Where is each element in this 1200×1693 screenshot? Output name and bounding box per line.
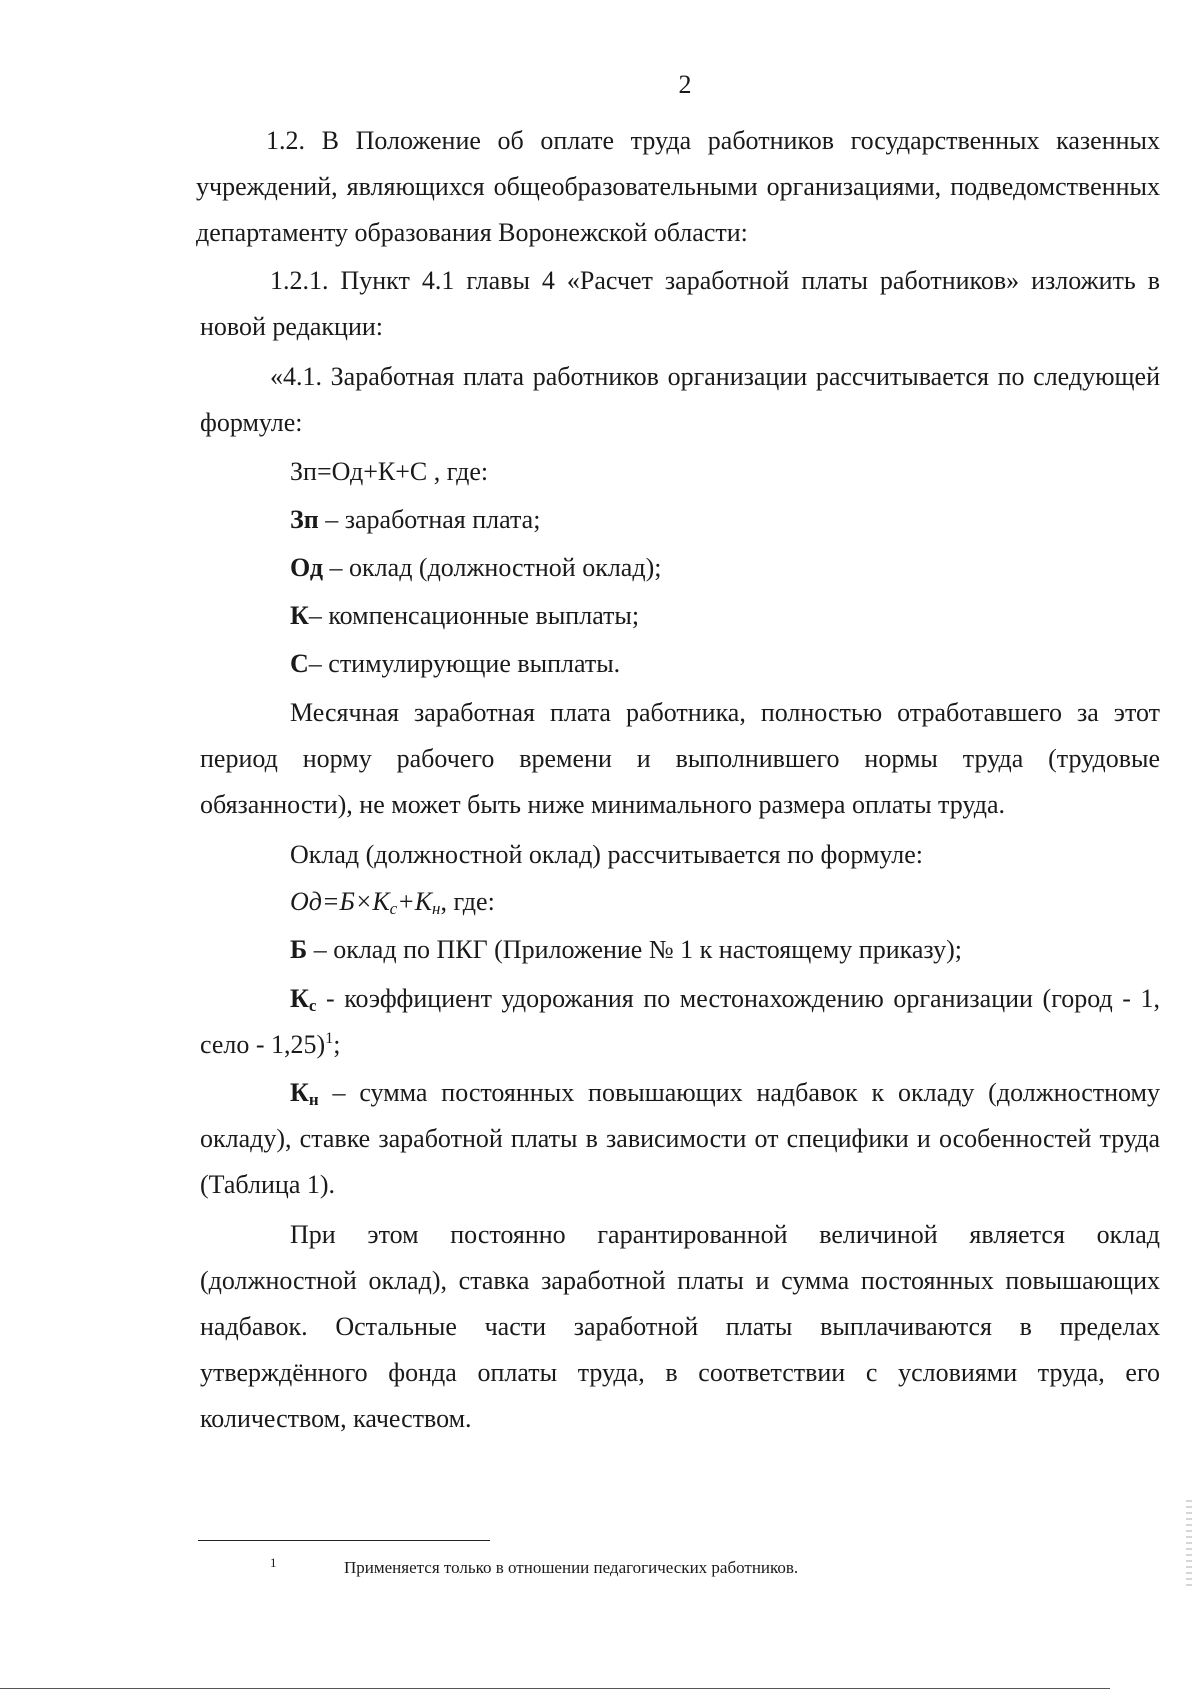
definition-b-term: Б (290, 935, 308, 964)
definition-kc-text: - коэффициент удорожания по местонахождению организации (город - 1, село - 1,25) (200, 984, 1160, 1059)
definition-kn-text: – сумма постоянных повышающих надбавок к окладу (должностному окладу), ставке заработной платы в зависимости от специфики и особенностей труда (Таблица 1). (200, 1078, 1160, 1199)
definition-k-text: – компенсационные выплаты; (308, 601, 640, 630)
paragraph-1-2-1: 1.2.1. Пункт 4.1 главы 4 «Расчет заработной платы работников» изложить в новой редакции: (200, 266, 1160, 341)
od-formula-sub-c: с (389, 899, 398, 918)
definition-kc-end: ; (333, 1030, 341, 1059)
definition-kn-letter: К (290, 1078, 309, 1107)
definition-kn-sub: н (308, 1090, 319, 1109)
definition-kc-sub: с (308, 996, 317, 1015)
definition-od (200, 544, 1160, 592)
definition-zp-text: – заработная плата; (318, 505, 541, 534)
definition-zp-term: Зп (290, 505, 319, 534)
paragraph-1-2: 1.2. В Положение об оплате труда работников государственных казенных учреждений, являющихся общеобразовательными организациями, подведомственных департаменту образования Воронежской области: (196, 126, 1160, 247)
definition-kc-term (290, 984, 316, 1013)
footnote-text: Применяется только в отношении педагогических работников. (344, 1558, 799, 1577)
document-body (196, 118, 1160, 1442)
page-number: 2 (678, 70, 692, 99)
definition-s (200, 640, 1160, 688)
od-formula-eq: =Б×К (321, 887, 390, 916)
definition-od-text: – оклад (должностной оклад); (323, 553, 662, 582)
definition-kn-term (290, 1078, 319, 1107)
definition-od-term: Од (290, 553, 324, 582)
page-bottom-edge (0, 1688, 1110, 1689)
definition-b-text: – оклад по ПКГ (Приложение № 1 к настоящему приказу); (307, 935, 962, 964)
scan-edge-artifact (1186, 1500, 1192, 1590)
od-formula-plus: +К (397, 887, 432, 916)
definition-kc (200, 976, 1160, 1068)
definition-kc-letter: К (290, 984, 309, 1013)
definition-k (200, 592, 1160, 640)
footnote-ref-1: 1 (325, 1030, 334, 1047)
definition-b (200, 926, 1160, 974)
od-formula-sub-n: н (432, 899, 441, 918)
footnote (270, 1552, 1070, 1579)
definition-s-term: С (290, 649, 309, 678)
definition-zp (200, 496, 1160, 544)
paragraph-4-1: «4.1. Заработная плата работников организации рассчитывается по следующей формуле: (200, 362, 1160, 437)
definition-k-term: К (290, 601, 309, 630)
od-formula-od: Од (290, 887, 322, 916)
definition-kn (200, 1070, 1160, 1208)
paragraph-od-formula-intro: Оклад (должностной оклад) рассчитывается по формуле: (290, 840, 923, 869)
footnote-separator (198, 1540, 490, 1541)
paragraph-guaranteed: При этом постоянно гарантированной величиной является оклад (должностной оклад), ставка заработной платы и сумма постоянных повышающих надбавок. Остальные части заработной платы выплачиваются в пределах утверждённого фонда оплаты труда, в соответствии с условиями труда, его количеством, качеством. (200, 1220, 1160, 1433)
salary-formula: Зп=Од+К+С , где: (290, 457, 489, 486)
od-formula-tail: , где: (440, 887, 495, 916)
paragraph-monthly-salary: Месячная заработная плата работника, полностью отработавшего за этот период норму рабочего времени и выполнившего нормы труда (трудовые обязанности), не может быть ниже минимального размера оплаты труда. (200, 698, 1160, 819)
footnote-mark: 1 (270, 1555, 277, 1570)
od-formula (200, 878, 1160, 926)
definition-s-text: – стимулирующие выплаты. (308, 649, 621, 678)
